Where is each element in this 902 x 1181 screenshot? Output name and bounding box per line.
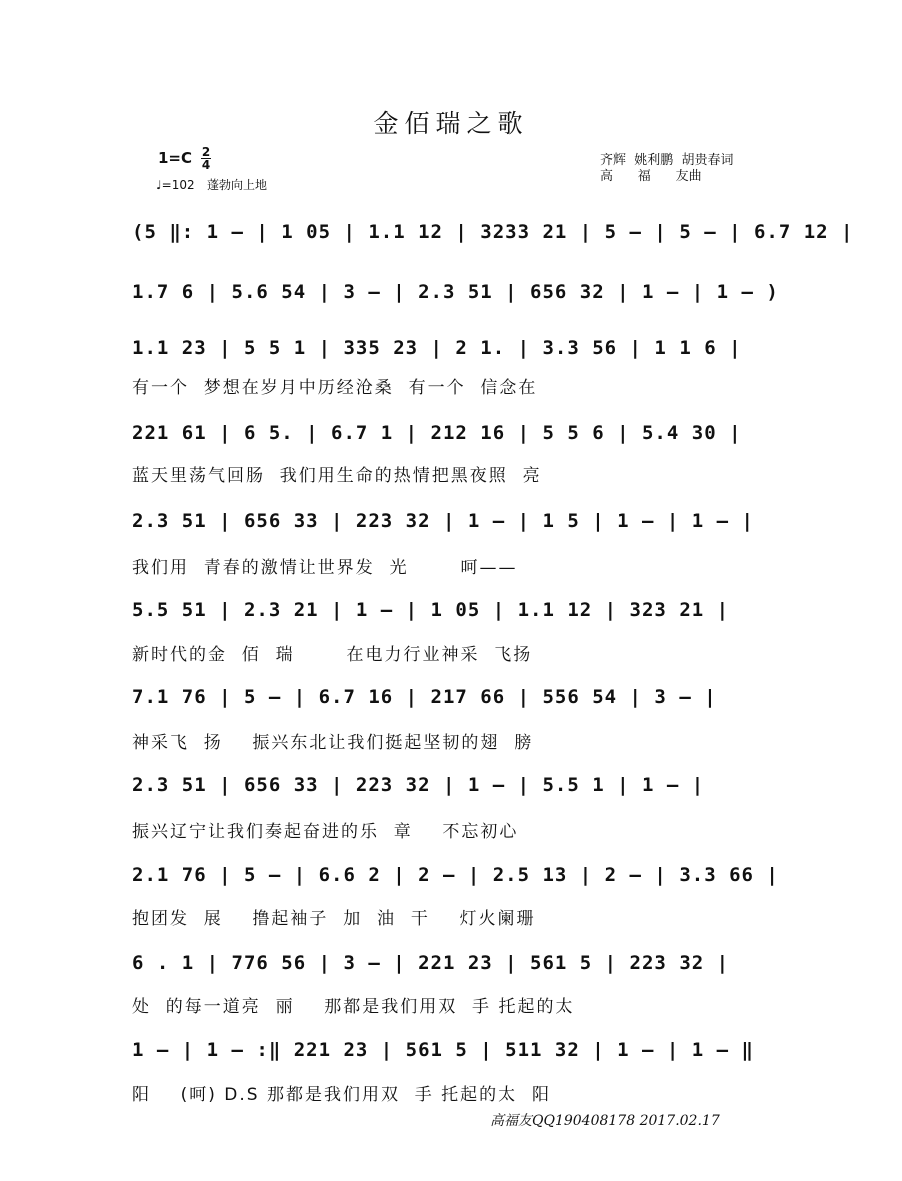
notation-row: 221 61 | 6 5. | 6.7 1 | 212 16 | 5 5 6 | 5.4 30 | <box>132 422 742 444</box>
expression-mark: 蓬勃向上地 <box>207 178 268 192</box>
notation-row: 7.1 76 | 5 – | 6.7 16 | 217 66 | 556 54 | 3 – | <box>132 686 717 708</box>
credit-line-composer: 高 福 友曲 <box>600 169 702 184</box>
credit-line-lyrics: 齐辉 姚利鹏 胡贵春词 <box>600 153 734 168</box>
notation-row: (5 ‖: 1 – | 1 05 | 1.1 12 | 3233 21 | 5 – | 5 – | 6.7 12 | <box>132 221 854 243</box>
lyric-row: 蓝天里荡气回肠 我们用生命的热情把黑夜照 亮 <box>132 466 542 486</box>
lyric-row: 神采飞 扬 振兴东北让我们挺起坚韧的翅 膀 <box>132 733 534 753</box>
notation-row: 2.1 76 | 5 – | 6.6 2 | 2 – | 2.5 13 | 2 – | 3.3 66 | <box>132 864 779 886</box>
signature: 高福友QQ190408178 2017.02.17 <box>490 1113 720 1129</box>
notation-row: 5.5 51 | 2.3 21 | 1 – | 1 05 | 1.1 12 | 323 21 | <box>132 599 730 621</box>
lyric-row: 阳 (呵) D.S 那都是我们用双 手 托起的太 阳 <box>132 1085 551 1105</box>
key-signature: 1=C <box>158 149 193 167</box>
notation-row: 1.1 23 | 5 5 1 | 335 23 | 2 1. | 3.3 56 | 1 1 6 | <box>132 337 742 359</box>
notation-row: 1 – | 1 – :‖ 221 23 | 561 5 | 511 32 | 1 – | 1 – ‖ <box>132 1039 754 1061</box>
song-title: 金佰瑞之歌 <box>373 109 529 138</box>
lyric-row: 抱团发 展 撸起袖子 加 油 干 灯火阑珊 <box>132 909 536 929</box>
credits <box>600 153 734 185</box>
notation-row: 2.3 51 | 656 33 | 223 32 | 1 – | 5.5 1 | 1 – | <box>132 774 705 796</box>
tempo-mark: ♩=102 <box>156 178 195 192</box>
lyric-row: 我们用 青春的激情让世界发 光 呵—— <box>132 558 518 578</box>
lyric-row: 处 的每一道亮 丽 那都是我们用双 手 托起的太 <box>132 997 575 1017</box>
notation-row: 1.7 6 | 5.6 54 | 3 – | 2.3 51 | 656 32 | 1 – | 1 – ) <box>132 281 779 303</box>
time-signature <box>201 146 211 171</box>
lyric-row: 有一个 梦想在岁月中历经沧桑 有一个 信念在 <box>132 378 538 398</box>
lyric-row: 新时代的金 佰 瑞 在电力行业神采 飞扬 <box>132 645 533 665</box>
notation-row: 6 . 1 | 776 56 | 3 – | 221 23 | 561 5 | 223 32 | <box>132 952 730 974</box>
notation-row: 2.3 51 | 656 33 | 223 32 | 1 – | 1 5 | 1 – | 1 – | <box>132 510 754 532</box>
lyric-row: 振兴辽宁让我们奏起奋进的乐 章 不忘初心 <box>132 822 519 842</box>
time-bottom: 4 <box>201 158 211 172</box>
time-top: 2 <box>201 145 211 159</box>
